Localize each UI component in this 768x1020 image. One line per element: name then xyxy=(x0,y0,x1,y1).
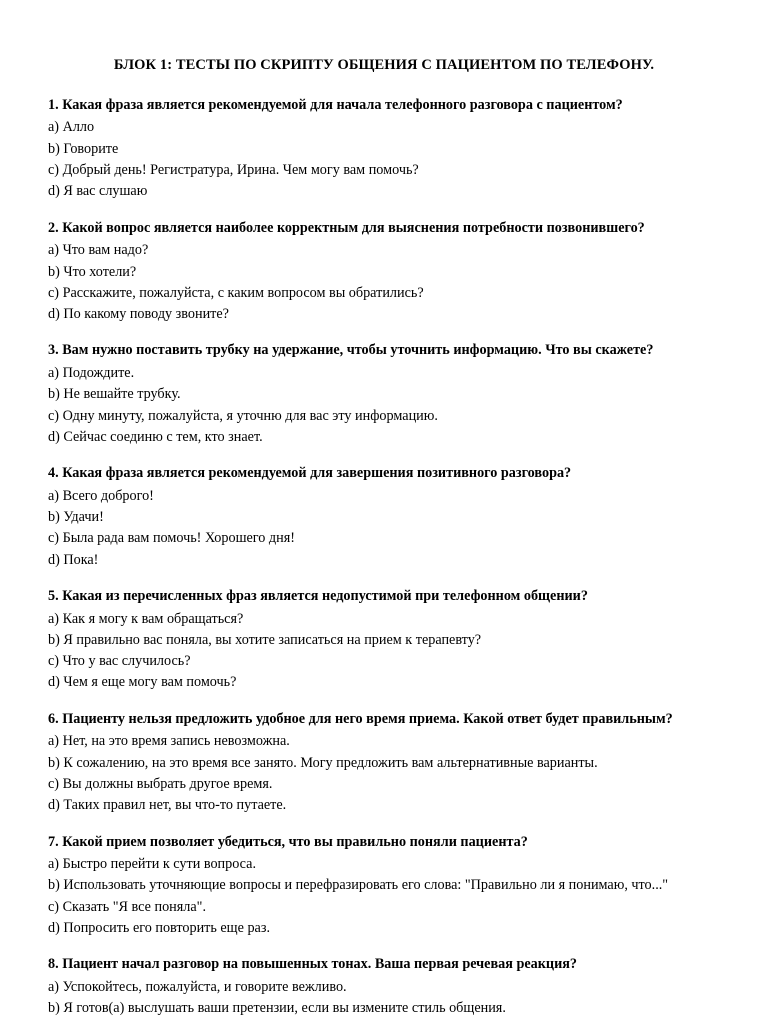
answer-option[interactable]: c) Добрый день! Регистратура, Ирина. Чем могу вам помочь? xyxy=(48,162,419,179)
answer-option[interactable]: c) Одну минуту, пожалуйста, я уточню для вас эту информацию. xyxy=(48,407,438,424)
answer-option[interactable]: a) Подождите. xyxy=(48,365,135,381)
question-text: 8. Пациент начал разговор на повышенных тонах. Ваша первая речевая реакция? xyxy=(48,956,578,973)
question-block xyxy=(48,586,720,694)
answer-option[interactable]: a) Как я могу к вам обращаться? xyxy=(48,610,244,627)
answer-option[interactable]: a) Нет, на это время запись невозможна. xyxy=(48,733,290,750)
answer-option[interactable]: a) Быстро перейти к сути вопроса. xyxy=(48,856,256,873)
answer-option[interactable]: a) Успокойтесь, пожалуйста, и говорите вежливо. xyxy=(48,978,347,995)
question-block xyxy=(48,95,720,203)
answer-option[interactable]: a) Алло xyxy=(48,119,95,136)
question-block xyxy=(48,832,720,940)
question-text: 1. Какая фраза является рекомендуемой для начала телефонного разговора с пациентом? xyxy=(48,96,623,113)
answer-option[interactable]: b) Говорите xyxy=(48,140,119,157)
answer-option[interactable]: c) Вы должны выбрать другое время. xyxy=(48,775,273,792)
answer-option[interactable]: b) Я готов(а) выслушать ваши претензии, если вы измените стиль общения. xyxy=(48,1000,506,1017)
answer-option[interactable]: d) Сейчас соединю с тем, кто знает. xyxy=(48,428,263,445)
answer-option[interactable]: b) Я правильно вас поняла, вы хотите записаться на прием к терапевту? xyxy=(48,631,482,648)
question-block xyxy=(48,218,720,326)
answer-option[interactable]: a) Всего доброго! xyxy=(48,487,154,504)
answer-option[interactable]: b) Использовать уточняющие вопросы и перефразировать его слова: "Правильно ли я понимаю, что..." xyxy=(48,877,669,894)
question-text: 2. Какой вопрос является наиболее корректным для выяснения потребности позвонившего? xyxy=(48,219,645,236)
question-text: 7. Какой прием позволяет убедиться, что вы правильно поняли пациента? xyxy=(48,833,528,850)
page-title: БЛОК 1: ТЕСТЫ ПО СКРИПТУ ОБЩЕНИЯ С ПАЦИЕНТОМ ПО ТЕЛЕФОНУ. xyxy=(113,57,655,73)
answer-option[interactable]: a) Что вам надо? xyxy=(48,242,149,259)
question-block xyxy=(48,709,720,817)
question-list xyxy=(48,95,720,1020)
question-text: 5. Какая из перечисленных фраз является недопустимой при телефонном общении? xyxy=(48,587,588,604)
question-block xyxy=(48,340,720,448)
answer-option[interactable]: d) Пока! xyxy=(48,551,99,568)
answer-option[interactable]: d) Попросить его повторить еще раз. xyxy=(48,920,270,937)
question-block xyxy=(48,463,720,571)
answer-option[interactable]: c) Сказать "Я все поняла". xyxy=(48,898,207,915)
answer-option[interactable]: c) Что у вас случилось? xyxy=(48,653,191,670)
question-text: 4. Какая фраза является рекомендуемой для завершения позитивного разговора? xyxy=(48,465,572,482)
question-text: 6. Пациенту нельзя предложить удобное для него время приема. Какой ответ будет правильным? xyxy=(48,710,673,727)
answer-option[interactable]: c) Была рада вам помочь! Хорошего дня! xyxy=(48,530,295,547)
answer-option[interactable]: d) Я вас слушаю xyxy=(48,183,148,200)
answer-option[interactable]: c) Расскажите, пожалуйста, с каким вопросом вы обратились? xyxy=(48,284,424,301)
answer-option[interactable]: b) Удачи! xyxy=(48,509,104,526)
question-block xyxy=(48,954,720,1019)
answer-option[interactable]: d) По какому поводу звоните? xyxy=(48,306,229,323)
answer-option[interactable]: b) Что хотели? xyxy=(48,263,137,280)
answer-option[interactable]: b) Не вешайте трубку. xyxy=(48,386,181,403)
answer-option[interactable]: d) Чем я еще могу вам помочь? xyxy=(48,674,237,691)
answer-option[interactable]: d) Таких правил нет, вы что-то путаете. xyxy=(48,797,287,814)
answer-option[interactable]: b) К сожалению, на это время все занято. Могу предложить вам альтернативные варианты. xyxy=(48,754,598,771)
question-text: 3. Вам нужно поставить трубку на удержание, чтобы уточнить информацию. Что вы скажете? xyxy=(48,342,654,359)
